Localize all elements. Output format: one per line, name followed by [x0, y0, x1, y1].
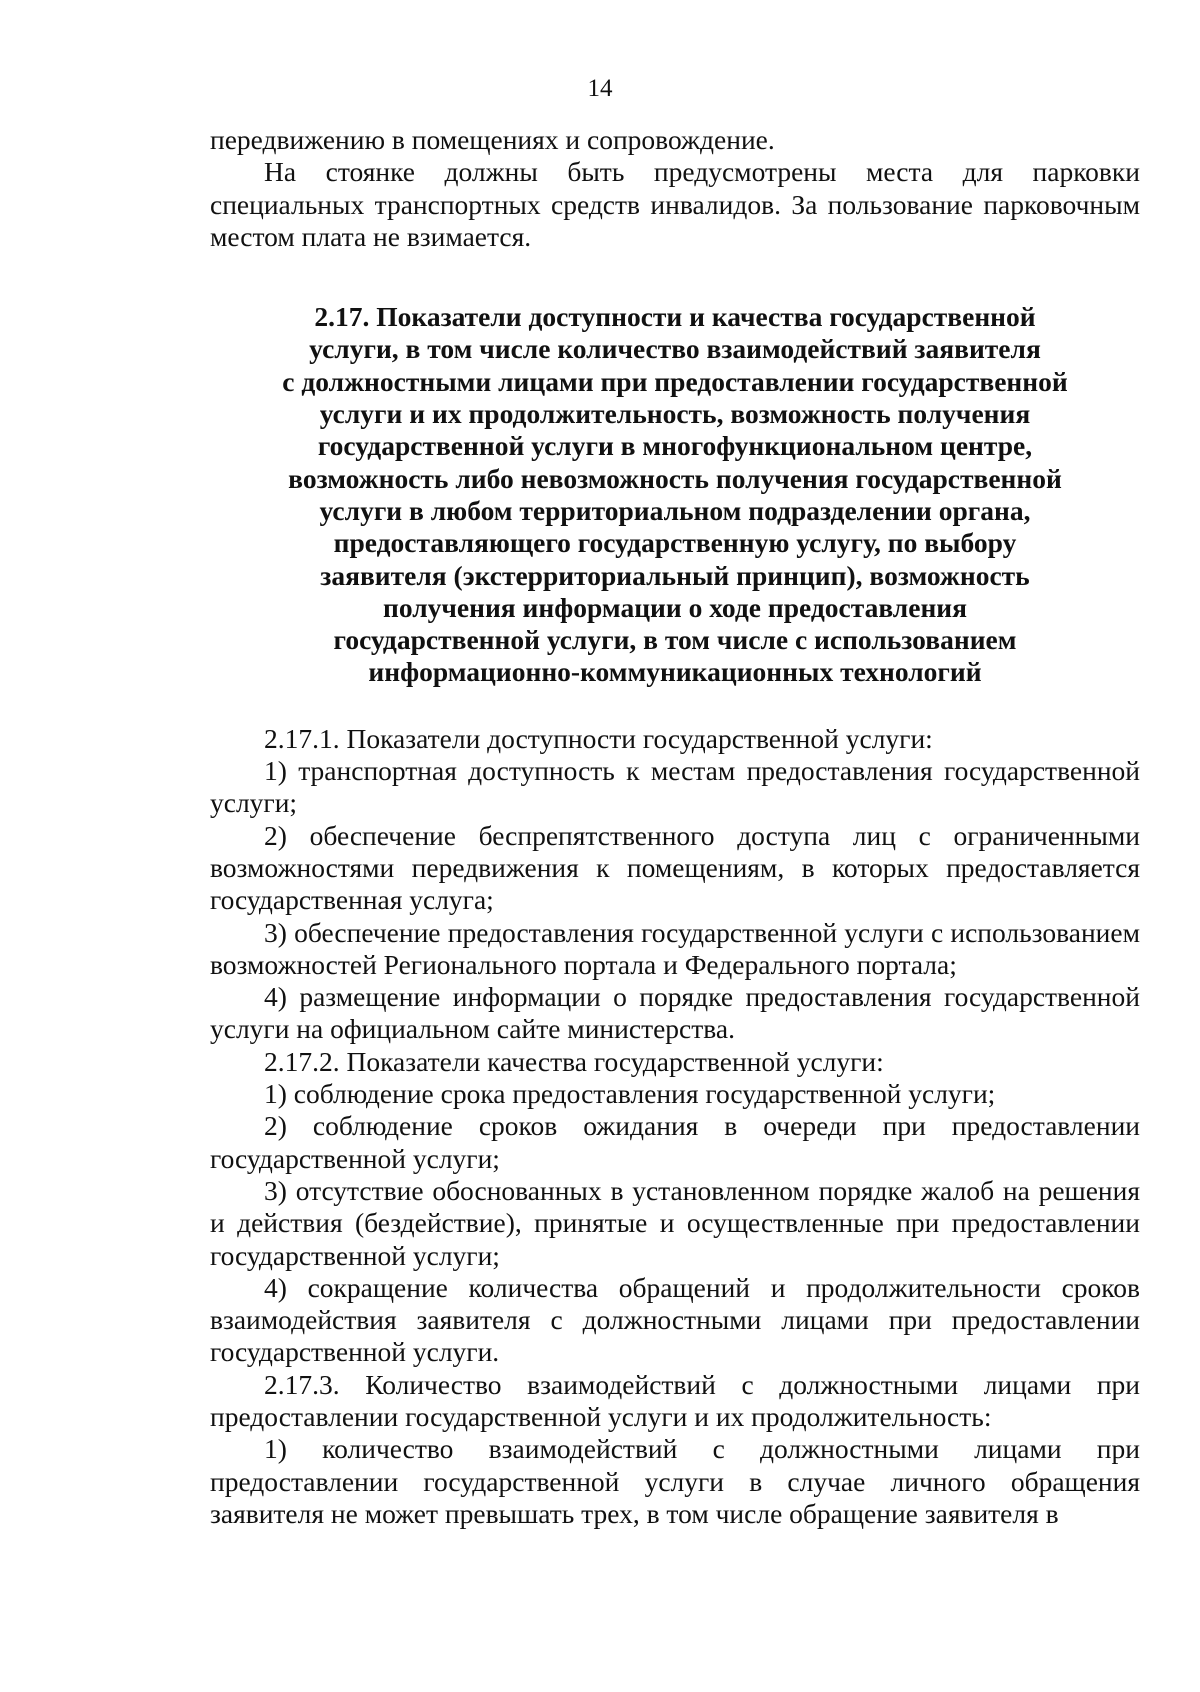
heading-line: предоставляющего государственную услугу, по выбору — [333, 527, 1017, 559]
list-item: 3) отсутствие обоснованных в установленном порядке жалоб на решения и действия (бездействие), принятые и осуществленные при предоставлении государственной услуги; — [210, 1174, 1140, 1271]
list-item: 2) соблюдение сроков ожидания в очереди при предоставлении государственной услуги; — [210, 1110, 1140, 1174]
list-item: 4) размещение информации о порядке предоставления государственной услуги на официальном сайте министерства. — [210, 981, 1140, 1045]
heading-line: государственной услуги, в том числе с использованием — [333, 624, 1017, 656]
heading-line: возможность либо невозможность получения государственной — [288, 462, 1062, 494]
heading-line: информационно-коммуникационных технологий — [368, 656, 982, 688]
paragraph-parking: На стоянке должны быть предусмотрены места для парковки специальных транспортных средств инвалидов. За пользование парковочным местом плата не взимается. — [210, 156, 1140, 252]
page-number: 14 — [587, 75, 613, 102]
subsection-title: 2.17.2. Показатели качества государственной услуги: — [264, 1045, 884, 1077]
list-item: 1) количество взаимодействий с должностными лицами при предоставлении государственной услуги в случае личного обращения заявителя не может превышать трех, в том числе обращение заявителя в — [210, 1433, 1140, 1529]
heading-line: услуги и их продолжительность, возможность получения — [319, 398, 1031, 430]
document-content — [210, 124, 1140, 1530]
list-item: 2) обеспечение беспрепятственного доступа лиц с ограниченными возможностями передвижения к помещениям, в которых предоставляется государственная услуга; — [210, 819, 1140, 916]
heading-line: 2.17. Показатели доступности и качества государственной — [314, 301, 1036, 333]
heading-line: заявителя (экстерриториальный принцип), возможность — [320, 559, 1030, 591]
heading-line: получения информации о ходе предоставления — [382, 591, 968, 623]
list-item: 4) сокращение количества обращений и продолжительности сроков взаимодействия заявителя с должностными лицами при предоставлении государственной услуги. — [210, 1271, 1140, 1368]
heading-line: услуги, в том числе количество взаимодействий заявителя — [309, 333, 1041, 365]
heading-line: государственной услуги в многофункциональном центре, — [317, 430, 1033, 462]
list-item: 1) соблюдение срока предоставления государственной услуги; — [264, 1078, 996, 1110]
section-heading — [210, 301, 1140, 689]
list-item: 1) транспортная доступность к местам предоставления государственной услуги; — [210, 755, 1140, 819]
paragraph-continuation: передвижению в помещениях и сопровождение. — [210, 124, 775, 155]
list-item: 3) обеспечение предоставления государственной услуги с использованием возможностей Регионального портала и Федерального портала; — [210, 916, 1140, 980]
subsection-title: 2.17.1. Показатели доступности государственной услуги: — [264, 722, 933, 754]
subsection-title: 2.17.3. Количество взаимодействий с должностными лицами при предоставлении государственной услуги и их продолжительность: — [210, 1368, 1140, 1432]
heading-line: услуги в любом территориальном подразделении органа, — [319, 494, 1031, 526]
heading-line: с должностными лицами при предоставлении государственной — [282, 365, 1068, 397]
